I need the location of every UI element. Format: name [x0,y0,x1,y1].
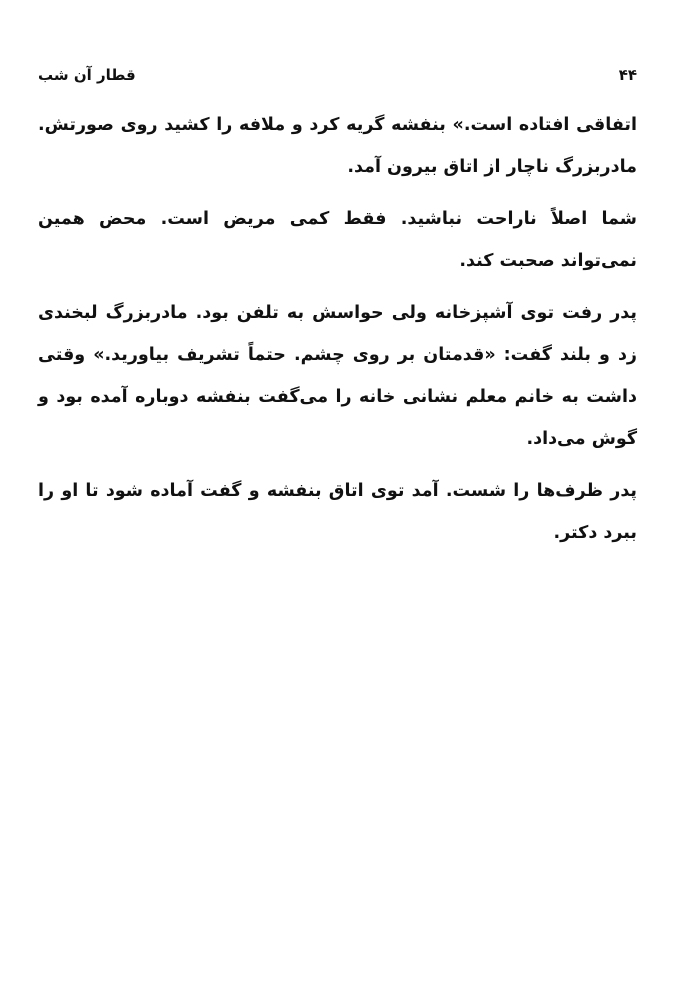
paragraph: پدر ظرف‌ها را شست. آمد توی اتاق بنفشه و گفت آماده شود تا او را ببرد دکتر. [38,481,637,543]
page-header [38,66,637,94]
page-number: ۴۴ [618,66,637,84]
paragraph: اتفاقی افتاده است.» بنفشه گریه کرد و ملافه را کشید روی صورتش. مادربزرگ ناچار از اتاق بیرون آمد. [38,115,637,177]
paragraph: شما اصلاً ناراحت نباشید. فقط کمی مریض است. محض همین نمی‌تواند صحبت کند. [38,209,637,271]
paragraph: پدر رفت توی آشپزخانه ولی حواسش به تلفن بود. مادربزرگ لبخندی زد و بلند گفت: «قدمتان بر روی چشم. حتماً تشریف بیاورید.» وقتی داشت به خانم معلم نشانی خانه را می‌گفت بنفشه دوباره آمده بود و گوش می‌داد. [38,303,637,449]
running-title: قطار آن شب [38,66,136,84]
body-text [38,104,637,564]
